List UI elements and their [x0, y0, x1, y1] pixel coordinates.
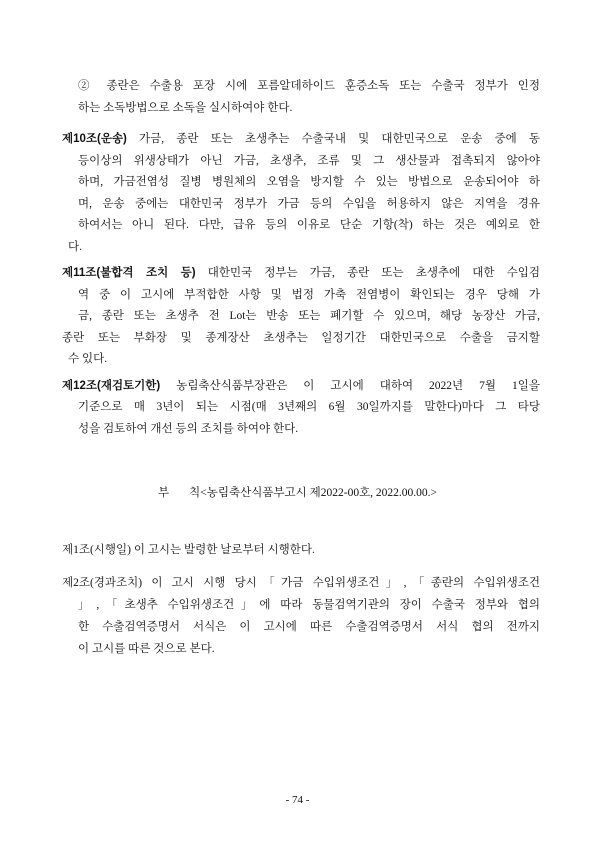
article-11-line: 금, 종란 또는 초생추 전 Lot는 반송 또는 폐기할 수 있으며, 해당 농장산 가금,	[78, 310, 540, 322]
article-12-first-line	[62, 376, 540, 398]
addendum-article-1-line: 제1조(시행일) 이 고시는 발령한 날로부터 시행한다.	[62, 543, 315, 556]
addendum-article-1	[62, 539, 540, 561]
article-12-heading: 제12조(재검토기한)	[62, 379, 161, 392]
article-11-line: 수 있다.	[68, 353, 108, 365]
paragraph-2-line: ② 종란은 수출용 포장 시에 포름알데하이드 훈증소독 또는 수출국 정부가 인정	[78, 80, 540, 92]
addendum-article-2-line: 제2조(경과조치) 이 고시 시행 당시「가금 수입위생조건」,「종란의 수입위생조건	[62, 576, 540, 589]
article-10	[62, 129, 540, 258]
article-10-line: 다.	[68, 240, 82, 253]
article-10-line: 하여서는 아니 된다. 다만, 급유 등의 이유로 단순 기항(착) 하는 것은 예외로 한	[78, 219, 540, 231]
article-11-line: 역 중 이 고시에 부적합한 사항 및 법정 가축 전염병이 확인되는 경우 당해 가	[78, 288, 540, 301]
document-body	[62, 76, 540, 660]
page-number: - 74 -	[285, 794, 310, 806]
article-11-line: 대한민국 정부는 가금, 종란 또는 초생추에 대한 수입검	[207, 267, 540, 279]
article-10-line: 하며, 가금전염성 질병 병원체의 오염을 방지할 수 있는 방법으로 운송되어야 하	[78, 176, 541, 188]
paragraph-2	[62, 76, 540, 119]
addendum-article-2	[62, 572, 540, 660]
article-12-line: 농림축산식품부장관은 이 고시에 대하여 2022년 7월 1일을	[176, 379, 540, 392]
article-11-first-line	[62, 263, 540, 285]
article-12-line: 성을 검토하여 개선 등의 조치를 하여야 한다.	[78, 422, 299, 435]
article-10-first-line	[62, 129, 540, 151]
addendum-article-2-line: 」,「초생추 수입위생조건」에 따라 동물검역기관의 장이 수출국 정부와 협의	[78, 598, 540, 611]
addendum-article-2-line: 한 수출검역증명서 서식은 이 고시에 따른 수출검역증명서 서식 협의 전까지	[78, 620, 540, 633]
addendum-article-2-line: 이 고시를 따른 것으로 본다.	[78, 642, 215, 655]
article-12-line: 기준으로 매 3년이 되는 시점(매 3년째의 6월 30일까지를 말한다)마다 그 타당	[78, 401, 540, 413]
article-10-line: 가금, 종란 또는 초생추는 수출국내 및 대한민국으로 운송 중에 동	[139, 133, 540, 145]
article-11-line: 종란 또는 부화장 및 종계장산 초생추는 일정기간 대한민국으로 수출을 금지할	[62, 331, 540, 344]
article-11-heading: 제11조(불합격 조치 등)	[62, 267, 196, 279]
paragraph-2-line: 하는 소독방법으로 소독을 실시하여야 한다.	[78, 101, 293, 114]
addendum-title: 부 칙<농림축산식품부고시 제2022-00호, 2022.00.00.>	[157, 487, 438, 499]
article-10-heading: 제10조(운송)	[62, 133, 127, 145]
article-10-line: 며, 운송 중에는 대한민국 정부가 가금 등의 수입을 허용하지 않은 지역을 경유	[78, 197, 540, 210]
article-11	[62, 263, 540, 371]
article-12	[62, 376, 540, 441]
article-10-line: 등이상의 위생상태가 아닌 가금, 초생추, 조류 및 그 생산물과 접촉되지 않아야	[78, 154, 540, 167]
